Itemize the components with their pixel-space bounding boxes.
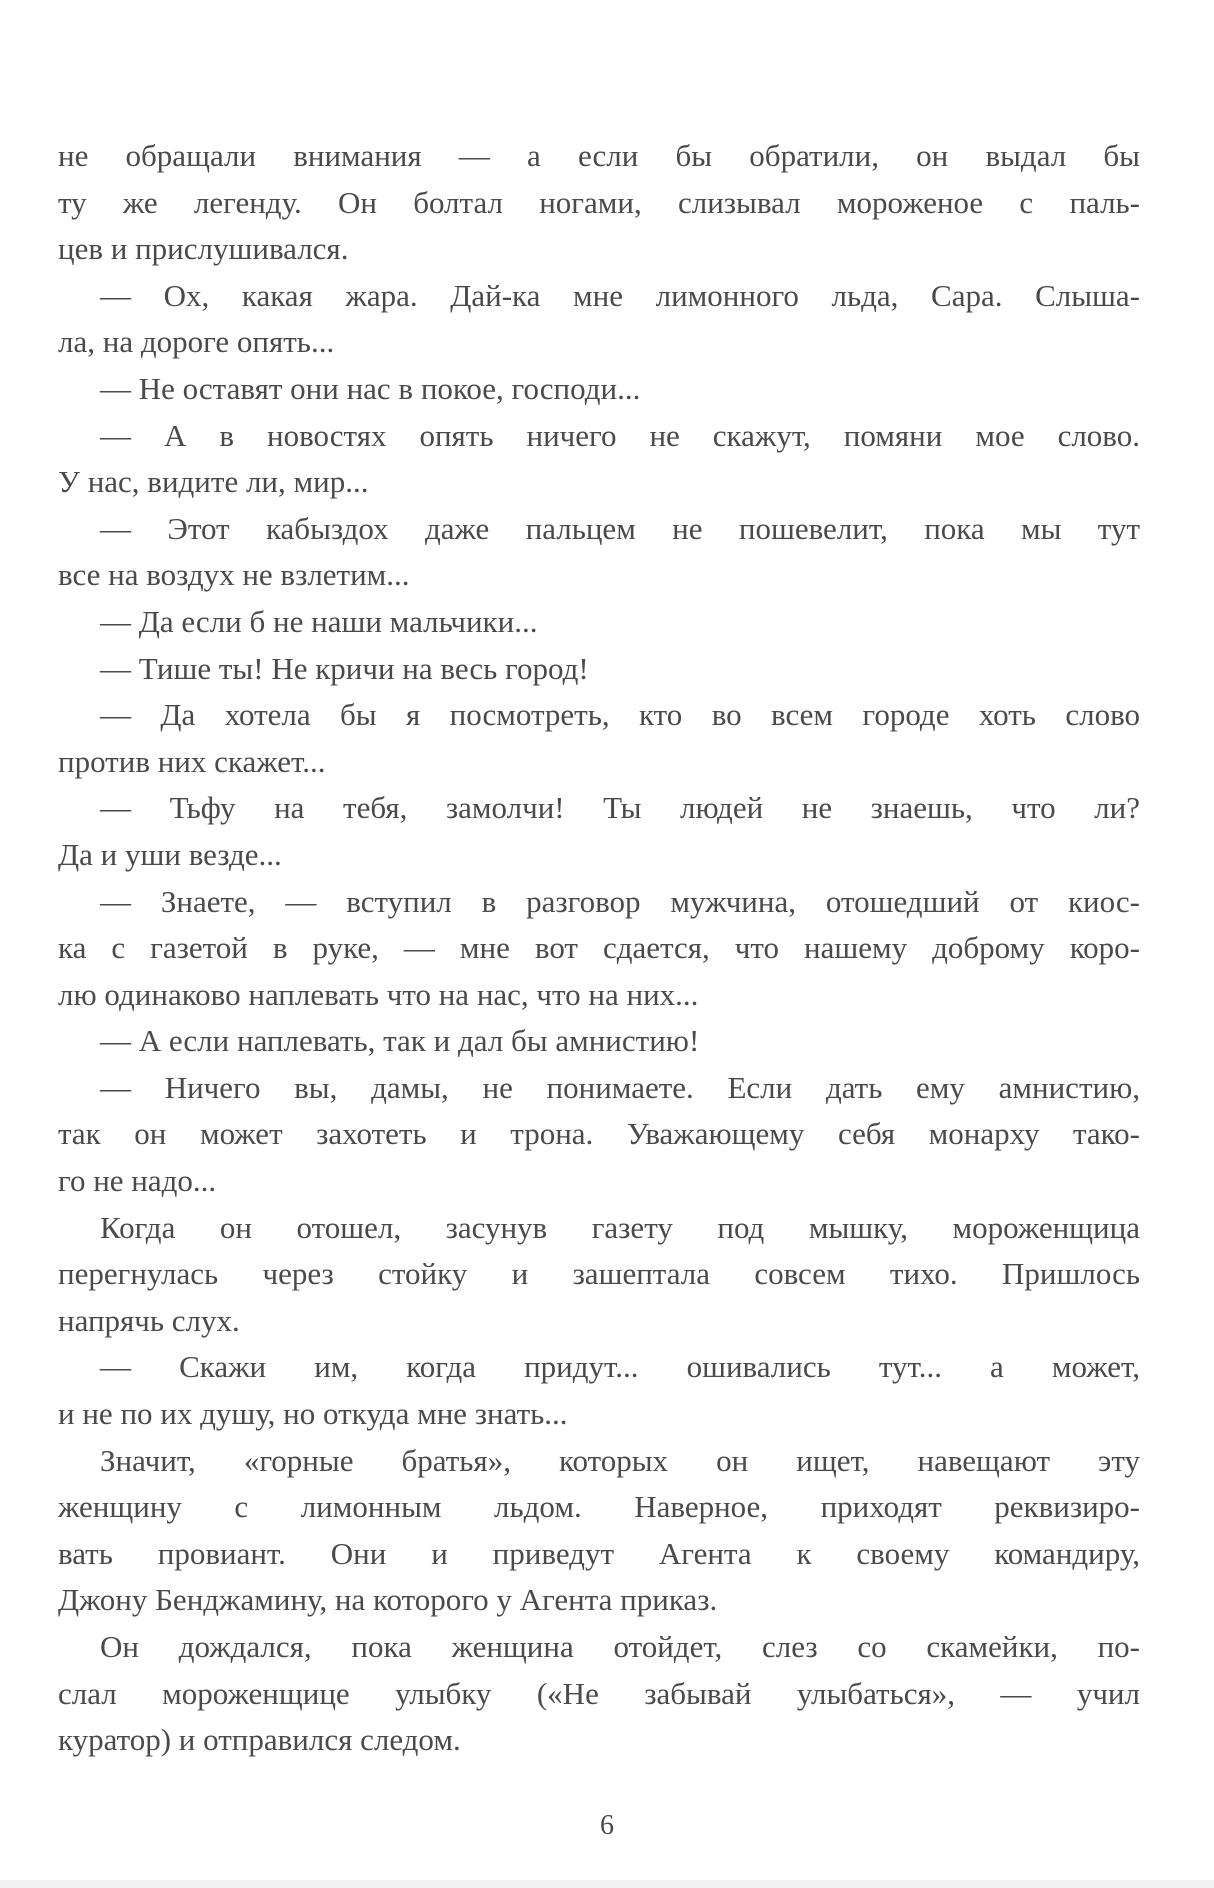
page-number: 6 (600, 1810, 614, 1841)
text-line: — Скажи им, когда придут... ошивались тут... а может, (100, 1349, 1140, 1385)
text-line: — Тише ты! Не кричи на весь город! (100, 650, 589, 686)
text-line: вать провиант. Они и приведут Агента к своему командиру, (58, 1535, 1140, 1571)
body-text (58, 133, 1140, 1764)
text-line: — Да если б не наши мальчики... (100, 603, 538, 639)
text-line: — Ох, какая жара. Дай-ка мне лимонного льда, Сара. Слыша- (100, 277, 1140, 313)
text-line: — Этот кабыздох даже пальцем не пошевелит, пока мы тут (100, 510, 1140, 546)
text-line: Джону Бенджамину, на которого у Агента приказ. (58, 1582, 718, 1618)
text-line: ла, на дороге опять... (58, 324, 335, 360)
text-line: Значит, «горные братья», которых он ищет, навещают эту (100, 1442, 1140, 1478)
text-line: Когда он отошел, засунув газету под мышку, мороженщица (100, 1209, 1140, 1245)
text-line: так он может захотеть и трона. Уважающему себя монарху тако- (58, 1116, 1140, 1152)
text-line: — Да хотела бы я посмотреть, кто во всем городе хоть слово (100, 697, 1140, 733)
page-bottom-edge (0, 1880, 1214, 1888)
text-line: — Не оставят они нас в покое, господи... (100, 370, 641, 406)
text-line: против них скажет... (58, 743, 326, 779)
text-line: — А если наплевать, так и дал бы амнистию! (100, 1023, 700, 1059)
text-line: Да и уши везде... (58, 836, 282, 872)
text-line: женщину с лимонным льдом. Наверное, приходят реквизиро- (58, 1489, 1140, 1525)
text-line: У нас, видите ли, мир... (58, 464, 369, 500)
text-line: напрячь слух. (58, 1302, 240, 1338)
text-line: не обращали внимания — а если бы обратили, он выдал бы (58, 138, 1140, 173)
text-line: — Знаете, — вступил в разговор мужчина, отошедший от киос- (100, 883, 1140, 919)
text-line: — Ничего вы, дамы, не понимаете. Если дать ему амнистию, (100, 1069, 1140, 1105)
text-line: перегнулась через стойку и зашептала совсем тихо. Пришлось (58, 1256, 1140, 1292)
text-line: ка с газетой в руке, — мне вот сдается, что нашему доброму коро- (58, 930, 1140, 966)
text-line: ту же легенду. Он болтал ногами, слизывал мороженое с паль- (58, 184, 1140, 220)
text-line: слал мороженщице улыбку («Не забывай улыбаться», — учил (58, 1675, 1140, 1711)
text-line: го не надо... (58, 1163, 217, 1199)
text-line: лю одинаково наплевать что на нас, что на них... (58, 976, 699, 1012)
text-line: все на воздух не взлетим... (58, 557, 410, 593)
text-line: и не по их душу, но откуда мне знать... (58, 1396, 568, 1432)
text-line: — А в новостях опять ничего не скажут, помяни мое слово. (100, 417, 1140, 453)
text-line: цев и прислушивался. (58, 231, 349, 267)
text-line: куратор) и отправился следом. (58, 1722, 461, 1758)
text-line: — Тьфу на тебя, замолчи! Ты людей не знаешь, что ли? (100, 790, 1140, 826)
text-line: Он дождался, пока женщина отойдет, слез со скамейки, по- (100, 1629, 1140, 1664)
